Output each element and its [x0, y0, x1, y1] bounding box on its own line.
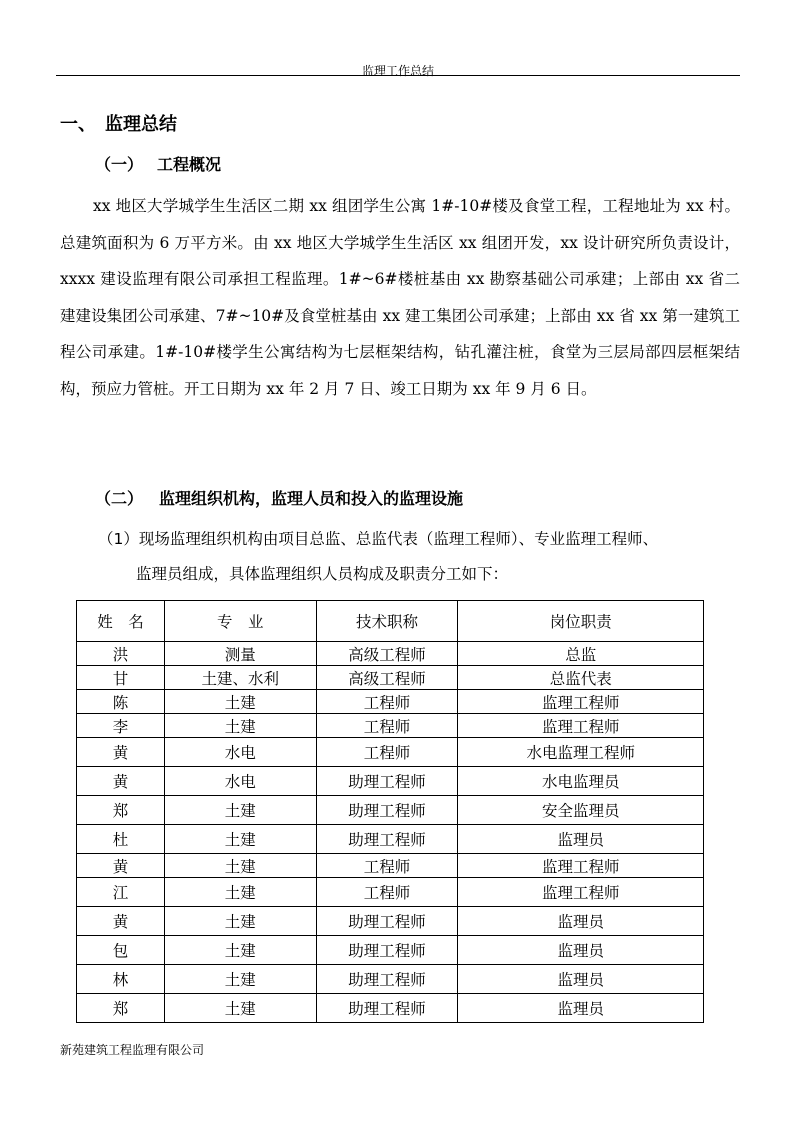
cell-specialty: 土建: [164, 878, 316, 907]
cell-specialty: 土建: [164, 965, 316, 994]
organization-item: [98, 522, 748, 592]
cell-name: 陈: [77, 690, 165, 714]
cell-specialty: 土建、水利: [164, 666, 316, 690]
table-row: [77, 714, 704, 738]
cell-name: 江: [77, 878, 165, 907]
column-header-duty: 岗位职责: [458, 601, 704, 642]
cell-title: 助理工程师: [316, 796, 458, 825]
table-row: [77, 994, 704, 1023]
staff-table: [76, 600, 704, 1023]
cell-name: 郑: [77, 994, 165, 1023]
cell-name: 包: [77, 936, 165, 965]
overview-paragraph: xx 地区大学城学生生活区二期 xx 组团学生公寓 1#-10#楼及食堂工程，工程地址为 xx 村。总建筑面积为 6 万平方米。由 xx 地区大学城学生生活区 xx 组团开发，xx 设计研究所负责设计，xxxx 建设监理有限公司承担工程监理。1#~6#楼桩基由 xx 勘察基础公司承建；上部由 xx 省二建建设集团公司承建、7#~10#及食堂桩基由 xx 建工集团公司承建；上部由 xx 省 xx 第一建筑工程公司承建。1#-10#楼学生公寓结构为七层框架结构，钻孔灌注桩，食堂为三层局部四层框架结构，预应力管桩。开工日期为 xx 年 2 月 7 日、竣工日期为 xx 年 9 月 6 日。: [60, 197, 740, 398]
column-header-title: 技术职称: [316, 601, 458, 642]
cell-duty: 监理工程师: [458, 854, 704, 878]
section-heading: [60, 110, 177, 136]
table-row: [77, 690, 704, 714]
cell-title: 助理工程师: [316, 825, 458, 854]
column-header-name: 姓 名: [77, 601, 165, 642]
section-number: 一、: [60, 114, 96, 135]
cell-name: 林: [77, 965, 165, 994]
cell-name: 洪: [77, 642, 165, 666]
cell-specialty: 土建: [164, 936, 316, 965]
cell-title: 工程师: [316, 690, 458, 714]
cell-specialty: 土建: [164, 690, 316, 714]
cell-specialty: 水电: [164, 767, 316, 796]
cell-name: 黄: [77, 738, 165, 767]
subsection-heading-overview: [95, 152, 221, 175]
cell-duty: 总监: [458, 642, 704, 666]
table-row: [77, 936, 704, 965]
cell-name: 黄: [77, 907, 165, 936]
table-row: [77, 878, 704, 907]
cell-title: 高级工程师: [316, 666, 458, 690]
cell-specialty: 水电: [164, 738, 316, 767]
cell-name: 黄: [77, 854, 165, 878]
subsection-number: （二）: [95, 489, 144, 508]
cell-title: 工程师: [316, 878, 458, 907]
page-header: 监理工作总结: [361, 64, 434, 78]
table-row: [77, 825, 704, 854]
cell-duty: 安全监理员: [458, 796, 704, 825]
table-row: [77, 738, 704, 767]
cell-specialty: 土建: [164, 714, 316, 738]
cell-duty: 水电监理员: [458, 767, 704, 796]
cell-title: 工程师: [316, 854, 458, 878]
cell-specialty: 土建: [164, 854, 316, 878]
cell-title: 助理工程师: [316, 965, 458, 994]
cell-duty: 水电监理工程师: [458, 738, 704, 767]
table-row: [77, 854, 704, 878]
cell-name: 黄: [77, 767, 165, 796]
cell-duty: 监理员: [458, 994, 704, 1023]
cell-duty: 监理工程师: [458, 690, 704, 714]
cell-title: 助理工程师: [316, 907, 458, 936]
cell-title: 助理工程师: [316, 767, 458, 796]
cell-duty: 监理员: [458, 907, 704, 936]
table-row: [77, 796, 704, 825]
table-header-row: [77, 601, 704, 642]
table-row: [77, 767, 704, 796]
cell-title: 工程师: [316, 714, 458, 738]
cell-name: 李: [77, 714, 165, 738]
cell-duty: 监理员: [458, 936, 704, 965]
table-row: [77, 666, 704, 690]
header-rule: [56, 75, 740, 76]
cell-specialty: 土建: [164, 796, 316, 825]
table-row: [77, 642, 704, 666]
subsection-number: （一）: [95, 155, 144, 174]
cell-name: 杜: [77, 825, 165, 854]
cell-duty: 监理员: [458, 825, 704, 854]
organization-item-line2: 监理员组成，具体监理组织人员构成及职责分工如下：: [136, 565, 509, 583]
subsection-title: 工程概况: [157, 155, 222, 174]
cell-name: 甘: [77, 666, 165, 690]
page-footer-company: 新苑建筑工程监理有限公司: [60, 1043, 205, 1057]
cell-duty: 监理工程师: [458, 714, 704, 738]
column-header-specialty: 专 业: [164, 601, 316, 642]
cell-specialty: 土建: [164, 825, 316, 854]
cell-specialty: 测量: [164, 642, 316, 666]
subsection-heading-organization: [95, 486, 463, 509]
table-row: [77, 965, 704, 994]
cell-title: 助理工程师: [316, 936, 458, 965]
cell-duty: 监理工程师: [458, 878, 704, 907]
cell-title: 工程师: [316, 738, 458, 767]
cell-duty: 总监代表: [458, 666, 704, 690]
section-title: 监理总结: [105, 114, 177, 135]
cell-title: 助理工程师: [316, 994, 458, 1023]
cell-title: 高级工程师: [316, 642, 458, 666]
subsection-title: 监理组织机构，监理人员和投入的监理设施: [159, 489, 464, 508]
organization-item-line1: （1）现场监理组织机构由项目总监、总监代表（监理工程师）、专业监理工程师、: [98, 530, 659, 548]
cell-name: 郑: [77, 796, 165, 825]
table-row: [77, 907, 704, 936]
cell-specialty: 土建: [164, 907, 316, 936]
cell-duty: 监理员: [458, 965, 704, 994]
cell-specialty: 土建: [164, 994, 316, 1023]
